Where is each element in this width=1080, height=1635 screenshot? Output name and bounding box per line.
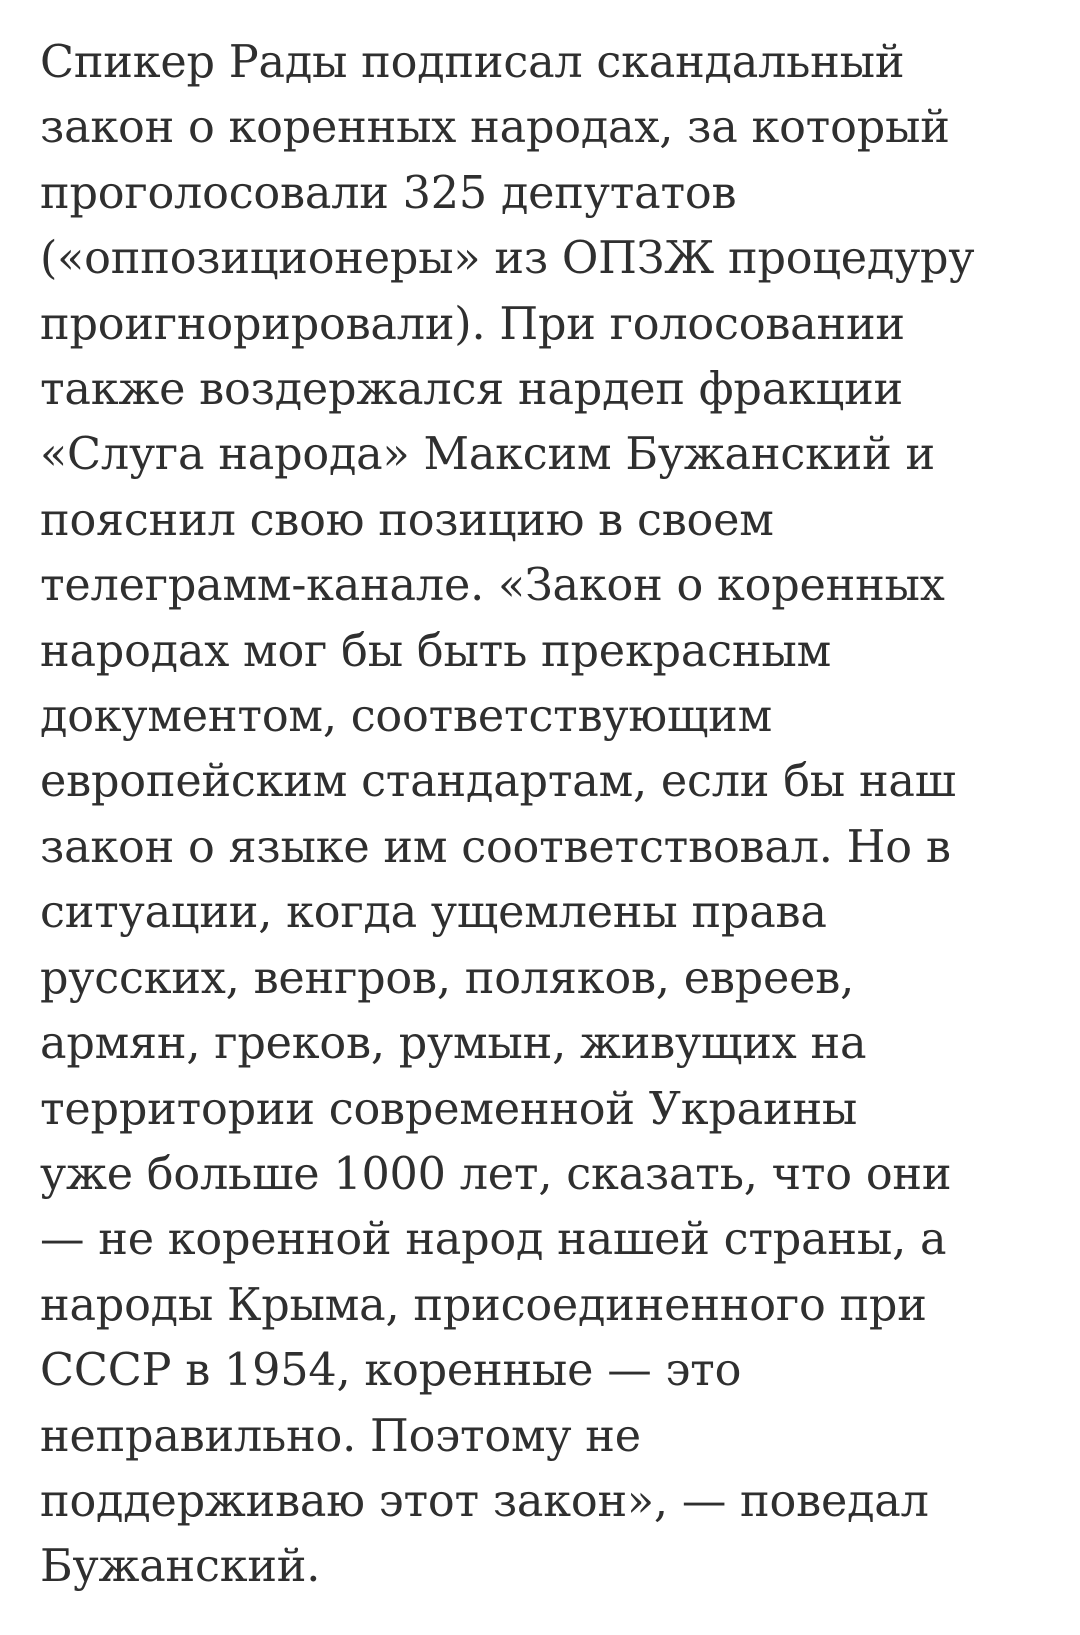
article-line: закон о языке им соответствовал. Но в [40, 821, 951, 873]
article-line: — не коренной народ нашей страны, а [40, 1214, 947, 1266]
article-line: СССР в 1954, коренные — это [40, 1345, 742, 1397]
article-line: проигнорировали). При голосовании [40, 298, 905, 350]
article-line: поддерживаю этот закон», — поведал [40, 1475, 929, 1527]
article-line: русских, венгров, поляков, евреев, [40, 952, 855, 1004]
article-line: также воздержался нардеп фракции [40, 364, 904, 416]
article-line: европейским стандартам, если бы наш [40, 756, 956, 808]
article-line: проголосовали 325 депутатов [40, 167, 737, 219]
article-line: ситуации, когда ущемлены права [40, 887, 827, 939]
article-line: уже больше 1000 лет, сказать, что они [40, 1148, 952, 1200]
article-line: неправильно. Поэтому не [40, 1410, 641, 1462]
article-line: «Слуга народа» Максим Бужанский и [40, 429, 936, 481]
article-line: телеграмм-канале. «Закон о коренных [40, 560, 945, 612]
article-line: пояснил свою позицию в своем [40, 494, 774, 546]
article-line: закон о коренных народах, за который [40, 102, 950, 154]
article-line: («оппозиционеры» из ОПЗЖ процедуру [40, 233, 975, 285]
article-body [40, 30, 1050, 1600]
article-line: народах мог бы быть прекрасным [40, 625, 831, 677]
article-line: территории современной Украины [40, 1083, 858, 1135]
article-line: народы Крыма, присоединенного при [40, 1279, 927, 1331]
article-line: Спикер Рады подписал скандальный [40, 37, 905, 88]
article-line: армян, греков, румын, живущих на [40, 1018, 867, 1070]
article-line: Бужанский. [40, 1541, 321, 1593]
article-line: документом, соответствующим [40, 691, 773, 743]
